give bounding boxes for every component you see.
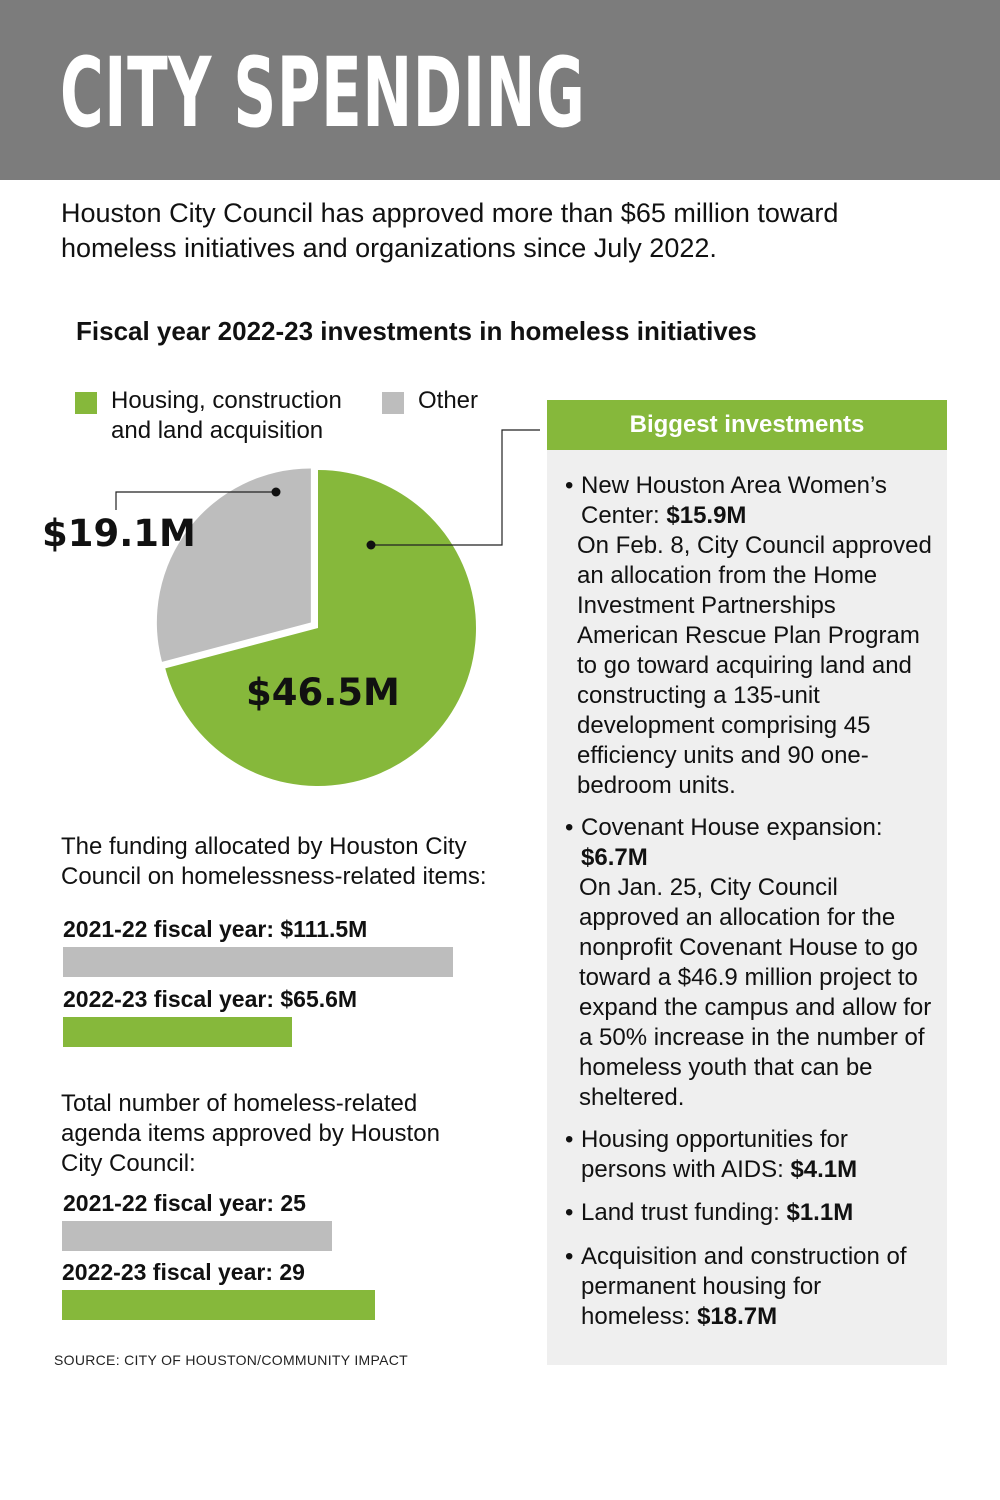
agenda-bar-2021 [62,1221,332,1251]
investment-name: Land trust funding: [581,1199,787,1226]
investment-item [565,813,935,1113]
bullet-icon: • [565,1126,574,1153]
pie-value-label-housing: $46.5M [246,671,400,714]
funding-bar-2021 [63,947,453,977]
pie-chart [0,360,560,800]
investment-description: On Jan. 25, City Council approved an allocation for the nonprofit Covenant House to go toward a $46.9 million project to expand the campus and allow for a 50% increase in the number of homeless youth that can be sheltered. [579,874,932,1111]
investment-amount: $4.1M [790,1156,858,1183]
pie-chart-title: Fiscal year 2022-23 investments in homeless initiatives [76,316,757,346]
pie-slice-other [157,469,311,662]
investment-amount: $6.7M [581,844,648,871]
investment-description: On Feb. 8, City Council approved an allocation from the Home Investment Partnerships American Rescue Plan Program to go toward acquiring land and constructing a 135-unit development comprising 45 efficiency units and 90 one-bedroom units. [577,532,932,799]
bullet-icon: • [565,1243,574,1270]
investment-amount: $18.7M [697,1303,778,1330]
page-title: CITY SPENDING [60,37,586,149]
agenda-chart-title: Total number of homeless-related agenda items approved by Houston City Council: [61,1090,440,1177]
bullet-icon: • [565,472,574,499]
leader-dot-housing [367,541,376,550]
source-note: SOURCE: CITY OF HOUSTON/COMMUNITY IMPACT [54,1352,408,1368]
investment-name: New Houston Area Women’s Center: [581,472,887,529]
funding-bar-label-2022: 2022-23 fiscal year: $65.6M [63,986,358,1012]
investment-name: Housing opportunities for persons with AIDS: [581,1126,848,1183]
investment-item [565,1242,935,1332]
funding-bar-2022 [63,1017,292,1047]
agenda-bar-label-2021: 2021-22 fiscal year: 25 [63,1190,306,1216]
investment-item [565,1125,935,1185]
investment-amount: $1.1M [786,1199,854,1226]
investment-amount: $15.9M [666,502,747,529]
leader-dot-other [272,488,281,497]
investment-item [565,471,935,801]
investment-name: Acquisition and construction of permanent housing for homeless: [581,1243,907,1330]
funding-bar-label-2021: 2021-22 fiscal year: $111.5M [63,916,368,942]
investment-item [565,1198,935,1228]
bullet-icon: • [565,1199,574,1226]
header-banner [0,0,1000,180]
funding-chart-title: The funding allocated by Houston City Council on homelessness-related items: [61,833,487,890]
investment-name: Covenant House expansion: [581,814,883,841]
agenda-bar-label-2022: 2022-23 fiscal year: 29 [62,1259,305,1285]
intro-text: Houston City Council has approved more than $65 million toward homeless initiatives and organizations since July 2022. [61,198,839,263]
legend-label-other: Other [418,387,479,414]
investments-panel-heading: Biggest investments [547,400,947,450]
agenda-bar-2022 [62,1290,375,1320]
bullet-icon: • [565,814,574,841]
pie-value-label-other: $19.1M [42,512,196,555]
legend-label-housing: Housing, construction and land acquisition [111,387,342,444]
